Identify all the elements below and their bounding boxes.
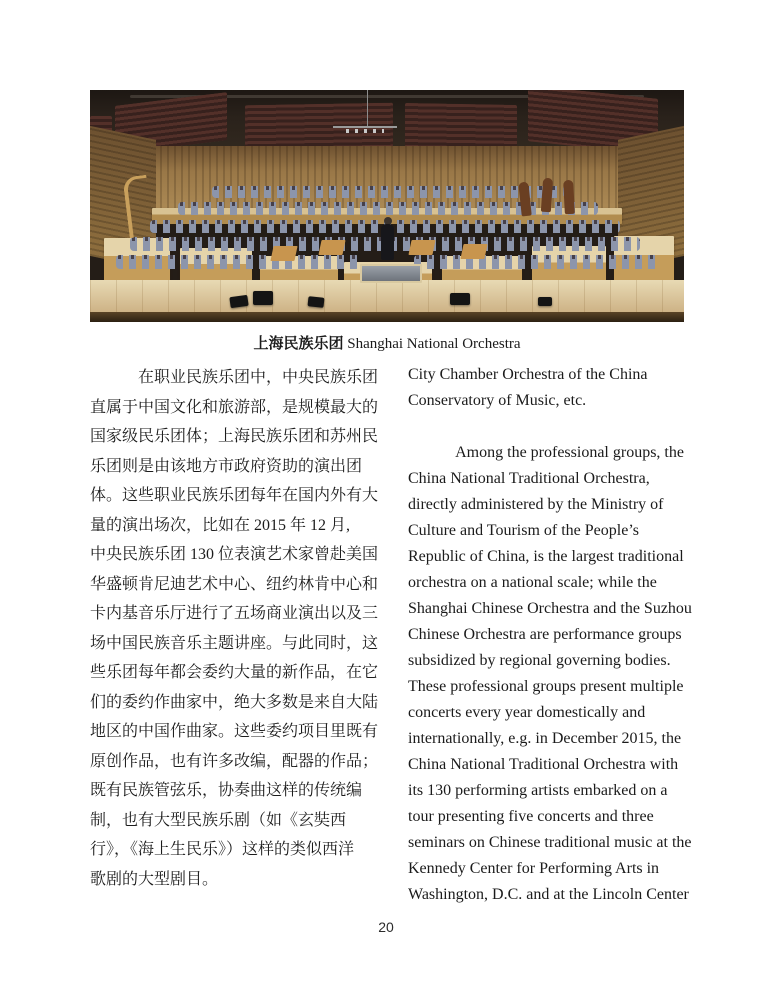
chinese-text-line: 国家级民乐团体；上海民族乐团和苏州民	[90, 428, 379, 445]
chinese-text-line: 歌剧的大型剧目。	[90, 870, 219, 888]
english-text-line: internationally, e.g. in December 2015, the	[408, 730, 682, 747]
caption-chinese: 上海民族乐团	[253, 336, 344, 352]
lighting-rig-bar	[333, 126, 397, 128]
english-text-line: directly administered by the Ministry of	[408, 496, 664, 513]
english-text-line: China National Traditional Orchestra,	[408, 470, 650, 487]
english-text-line: Republic of China, is the largest traditional	[408, 548, 684, 565]
stage-monitor-speaker	[253, 291, 273, 305]
musician-row	[414, 255, 658, 269]
chinese-text-line: 制，也有大型民族乐剧（如《玄奘西	[90, 811, 347, 829]
english-text-line: Kennedy Center for Performing Arts in	[408, 860, 660, 877]
english-text-line: orchestra on a national scale; while the	[408, 574, 657, 591]
chinese-text-line: 地区的中国作曲家。这些委约项目里既有	[90, 723, 379, 740]
conductor-podium	[360, 264, 422, 283]
english-text-line: subsidized by regional governing bodies.	[408, 652, 671, 669]
lighting-rig-cable	[367, 90, 368, 127]
english-text-line	[408, 414, 694, 440]
english-text-column	[408, 362, 694, 908]
chinese-text-line: 直属于中国文化和旅游部，是规模最大的	[90, 398, 379, 416]
english-text-line: Washington, D.C. and at the Lincoln Center	[408, 886, 689, 903]
chinese-text-line: 些乐团每年都会委约大量的新作品，在它	[90, 664, 379, 681]
stage-monitor-speaker	[538, 297, 552, 306]
english-text-line: seminars on Chinese traditional music at the	[408, 834, 692, 851]
chinese-text-line: 体。这些职业民族乐团每年在国内外有大	[90, 487, 379, 504]
english-text-line: City Chamber Orchestra of the China	[408, 366, 648, 383]
photo-caption	[90, 336, 684, 353]
chinese-text-line: 场中国民族音乐主题讲座。与此同时，这	[90, 634, 379, 652]
stage-floor	[90, 280, 684, 314]
caption-english: Shanghai National Orchestra	[347, 336, 521, 352]
page-number: 20	[378, 919, 394, 935]
musician-row	[116, 255, 360, 269]
english-text-line: Conservatory of Music, etc.	[408, 392, 587, 409]
music-stand	[270, 246, 297, 261]
chinese-text-line: 华盛顿肯尼迪艺术中心、纽约林肯中心和	[90, 575, 379, 593]
stage-front-edge	[90, 312, 684, 322]
chinese-text-line: 乐团则是由该地方市政府资助的演出团	[90, 457, 363, 475]
chinese-text-line: 量的演出场次，比如在 2015 年 12 月,	[90, 516, 351, 534]
double-bass	[563, 180, 575, 214]
musician-row	[178, 202, 598, 215]
music-stand	[460, 244, 487, 259]
chinese-text-line: 既有民族管弦乐，协奏曲这样的传统编	[90, 782, 363, 799]
english-text-line: Among the professional groups, the	[408, 444, 684, 461]
stage-monitor-speaker	[450, 293, 470, 305]
chinese-text-column	[90, 363, 400, 894]
chinese-text-line: 行》，《海上生民乐》）这样的类似西洋	[90, 841, 355, 858]
orchestra-photo	[90, 90, 684, 322]
musician-row	[212, 186, 564, 198]
english-text-line: China National Traditional Orchestra with	[408, 756, 679, 773]
chinese-text-line: 原创作品，也有许多改编，配器的作品；	[90, 752, 379, 770]
english-text-line: tour presenting five concerts and three	[408, 808, 654, 825]
music-stand	[318, 240, 345, 255]
stage-monitor-speaker	[308, 296, 325, 308]
english-text-line: Chinese Orchestra are performance groups	[408, 626, 682, 643]
english-text-line: These professional groups present multiple	[408, 678, 684, 695]
chinese-text-line: 在职业民族乐团中，中央民族乐团	[90, 369, 379, 386]
english-text-line: Shanghai Chinese Orchestra and the Suzhou	[408, 600, 692, 617]
chinese-text-line: 卡内基音乐厅进行了五场商业演出以及三	[90, 605, 379, 622]
audience-seat-bank	[405, 103, 517, 149]
lighting-rig-lamps	[346, 129, 384, 133]
conductor	[381, 224, 394, 260]
english-text-line: concerts every year domestically and	[408, 704, 646, 721]
chinese-text-line: 中央民族乐团 130 位表演艺术家曾赴美国	[90, 546, 379, 563]
chinese-text-line: 们的委约作曲家中，绝大多数是来自大陆	[90, 693, 379, 711]
english-text-line: its 130 performing artists embarked on a	[408, 782, 668, 799]
music-stand	[408, 240, 435, 255]
english-text-line: Culture and Tourism of the People’s	[408, 522, 639, 539]
